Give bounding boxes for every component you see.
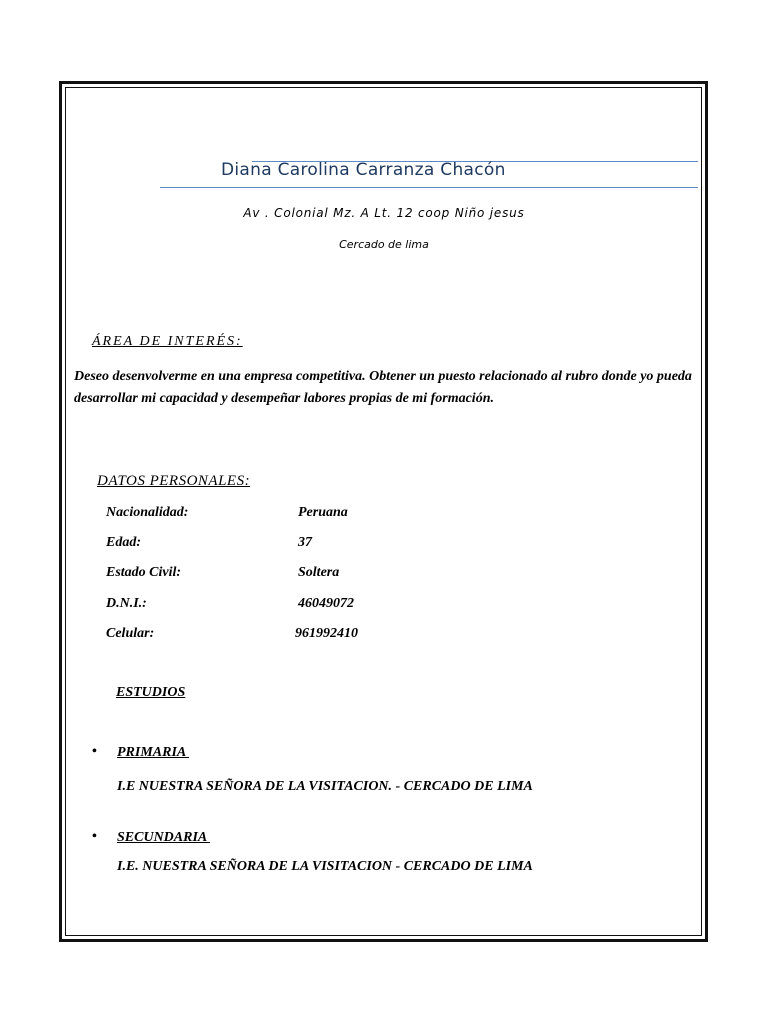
primary-school: I.E NUESTRA SEÑORA DE LA VISITACION. - CERCADO DE LIMA	[117, 779, 533, 794]
primary-level-title: PRIMARIA	[117, 745, 189, 760]
interest-heading: ÁREA DE INTERÉS:	[92, 334, 243, 349]
nationality-value: Peruana	[298, 505, 348, 520]
nationality-label: Nacionalidad:	[106, 505, 189, 520]
age-value: 37	[298, 535, 312, 550]
full-name: Diana Carolina Carranza Chacón	[221, 160, 506, 180]
secondary-level-title: SECUNDARIA	[117, 830, 210, 845]
address-line: Av . Colonial Mz. A Lt. 12 coop Niño jesus	[243, 206, 525, 220]
phone-label: Celular:	[106, 626, 155, 641]
dni-value: 46049072	[298, 596, 354, 611]
civil-status-label: Estado Civil:	[106, 565, 182, 580]
phone-value: 961992410	[295, 626, 358, 641]
bullet-icon: •	[92, 829, 97, 844]
civil-status-value: Soltera	[298, 565, 340, 580]
studies-heading: ESTUDIOS	[116, 685, 186, 700]
dni-label: D.N.I.:	[106, 596, 147, 611]
age-label: Edad:	[106, 535, 141, 550]
interest-text: Deseo desenvolverme en una empresa competitiva. Obtener un puesto relacionado al rubro donde yo pueda desarrollar mi capacidad y desempeñar labores propias de mi formación.	[74, 369, 692, 406]
bullet-icon: •	[92, 744, 97, 759]
secondary-school: I.E. NUESTRA SEÑORA DE LA VISITACION - CERCADO DE LIMA	[117, 859, 533, 874]
city-line: Cercado de lima	[339, 238, 429, 251]
personal-data-heading: DATOS PERSONALES:	[97, 473, 251, 489]
name-rule-bottom	[160, 187, 698, 188]
